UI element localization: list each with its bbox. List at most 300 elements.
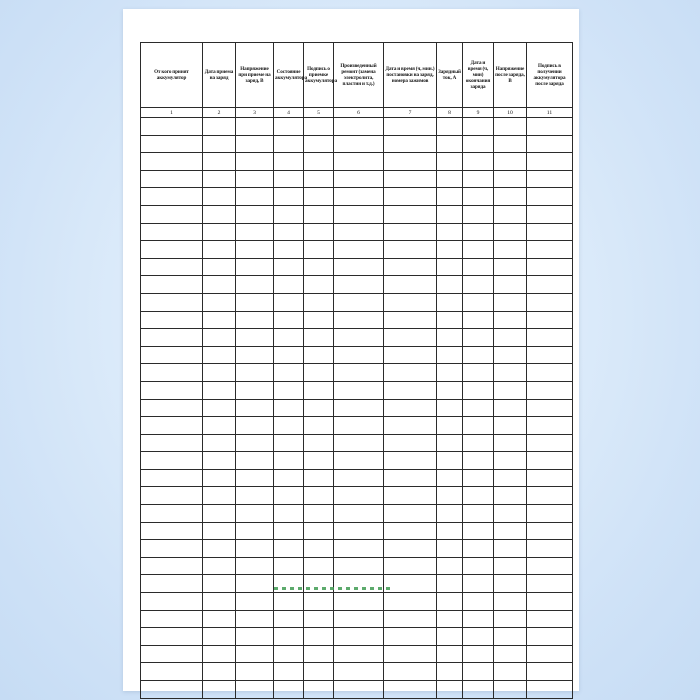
table-cell[interactable]	[494, 153, 527, 171]
table-cell[interactable]	[494, 399, 527, 417]
table-cell[interactable]	[203, 417, 236, 435]
table-cell[interactable]	[304, 628, 334, 646]
table-cell[interactable]	[384, 205, 437, 223]
table-cell[interactable]	[274, 276, 304, 294]
table-cell[interactable]	[437, 434, 463, 452]
table-cell[interactable]	[384, 434, 437, 452]
table-cell[interactable]	[141, 487, 203, 505]
table-cell[interactable]	[384, 505, 437, 523]
table-cell[interactable]	[494, 293, 527, 311]
table-cell[interactable]	[494, 522, 527, 540]
table-cell[interactable]	[304, 557, 334, 575]
table-cell[interactable]	[304, 241, 334, 259]
table-cell[interactable]	[236, 663, 274, 681]
table-cell[interactable]	[463, 364, 494, 382]
table-cell[interactable]	[274, 153, 304, 171]
table-cell[interactable]	[236, 434, 274, 452]
table-cell[interactable]	[141, 522, 203, 540]
table-cell[interactable]	[274, 469, 304, 487]
table-cell[interactable]	[334, 487, 384, 505]
table-cell[interactable]	[203, 205, 236, 223]
table-cell[interactable]	[494, 681, 527, 699]
table-cell[interactable]	[141, 575, 203, 593]
table-cell[interactable]	[437, 593, 463, 611]
table-cell[interactable]	[203, 311, 236, 329]
table-cell[interactable]	[463, 153, 494, 171]
table-cell[interactable]	[274, 610, 304, 628]
table-cell[interactable]	[141, 434, 203, 452]
table-cell[interactable]	[304, 399, 334, 417]
table-cell[interactable]	[437, 205, 463, 223]
table-cell[interactable]	[334, 135, 384, 153]
table-cell[interactable]	[141, 293, 203, 311]
table-cell[interactable]	[463, 399, 494, 417]
table-cell[interactable]	[527, 452, 573, 470]
table-cell[interactable]	[141, 663, 203, 681]
table-cell[interactable]	[463, 293, 494, 311]
table-cell[interactable]	[141, 170, 203, 188]
table-cell[interactable]	[463, 557, 494, 575]
table-cell[interactable]	[463, 311, 494, 329]
table-cell[interactable]	[274, 205, 304, 223]
table-cell[interactable]	[304, 153, 334, 171]
table-cell[interactable]	[236, 311, 274, 329]
table-cell[interactable]	[304, 135, 334, 153]
table-cell[interactable]	[274, 681, 304, 699]
table-cell[interactable]	[236, 628, 274, 646]
table-cell[interactable]	[494, 593, 527, 611]
table-cell[interactable]	[334, 505, 384, 523]
table-cell[interactable]	[527, 241, 573, 259]
table-cell[interactable]	[203, 153, 236, 171]
table-cell[interactable]	[334, 311, 384, 329]
table-cell[interactable]	[203, 610, 236, 628]
table-cell[interactable]	[463, 258, 494, 276]
table-cell[interactable]	[141, 681, 203, 699]
table-cell[interactable]	[527, 469, 573, 487]
table-cell[interactable]	[274, 258, 304, 276]
table-cell[interactable]	[527, 434, 573, 452]
table-cell[interactable]	[236, 293, 274, 311]
table-cell[interactable]	[274, 223, 304, 241]
table-cell[interactable]	[304, 188, 334, 206]
table-cell[interactable]	[437, 188, 463, 206]
table-cell[interactable]	[203, 329, 236, 347]
table-cell[interactable]	[334, 645, 384, 663]
table-cell[interactable]	[437, 663, 463, 681]
table-cell[interactable]	[384, 258, 437, 276]
table-cell[interactable]	[384, 223, 437, 241]
table-cell[interactable]	[334, 205, 384, 223]
table-cell[interactable]	[437, 153, 463, 171]
table-cell[interactable]	[384, 153, 437, 171]
table-cell[interactable]	[384, 593, 437, 611]
table-cell[interactable]	[527, 170, 573, 188]
table-cell[interactable]	[437, 540, 463, 558]
table-cell[interactable]	[274, 329, 304, 347]
table-cell[interactable]	[304, 258, 334, 276]
table-cell[interactable]	[463, 188, 494, 206]
table-cell[interactable]	[141, 153, 203, 171]
table-cell[interactable]	[463, 505, 494, 523]
table-cell[interactable]	[334, 293, 384, 311]
table-cell[interactable]	[463, 469, 494, 487]
table-cell[interactable]	[527, 293, 573, 311]
table-cell[interactable]	[384, 469, 437, 487]
table-cell[interactable]	[236, 153, 274, 171]
table-cell[interactable]	[304, 610, 334, 628]
table-cell[interactable]	[384, 417, 437, 435]
table-cell[interactable]	[494, 276, 527, 294]
table-cell[interactable]	[274, 364, 304, 382]
table-cell[interactable]	[494, 188, 527, 206]
table-cell[interactable]	[236, 381, 274, 399]
table-cell[interactable]	[141, 118, 203, 136]
table-cell[interactable]	[334, 170, 384, 188]
table-cell[interactable]	[203, 118, 236, 136]
table-cell[interactable]	[203, 170, 236, 188]
table-cell[interactable]	[274, 628, 304, 646]
table-cell[interactable]	[274, 188, 304, 206]
table-cell[interactable]	[527, 681, 573, 699]
table-cell[interactable]	[463, 663, 494, 681]
table-cell[interactable]	[494, 329, 527, 347]
table-cell[interactable]	[334, 188, 384, 206]
table-cell[interactable]	[384, 610, 437, 628]
table-cell[interactable]	[437, 681, 463, 699]
table-cell[interactable]	[494, 645, 527, 663]
table-cell[interactable]	[494, 575, 527, 593]
table-cell[interactable]	[203, 188, 236, 206]
table-cell[interactable]	[304, 205, 334, 223]
table-cell[interactable]	[437, 118, 463, 136]
table-cell[interactable]	[437, 258, 463, 276]
table-cell[interactable]	[203, 575, 236, 593]
table-cell[interactable]	[141, 223, 203, 241]
table-cell[interactable]	[203, 135, 236, 153]
table-cell[interactable]	[274, 417, 304, 435]
table-cell[interactable]	[463, 170, 494, 188]
table-cell[interactable]	[236, 610, 274, 628]
table-cell[interactable]	[437, 557, 463, 575]
table-cell[interactable]	[384, 540, 437, 558]
table-cell[interactable]	[274, 346, 304, 364]
table-cell[interactable]	[203, 258, 236, 276]
table-cell[interactable]	[494, 118, 527, 136]
table-cell[interactable]	[236, 399, 274, 417]
table-cell[interactable]	[384, 645, 437, 663]
table-cell[interactable]	[494, 135, 527, 153]
table-cell[interactable]	[141, 364, 203, 382]
table-cell[interactable]	[236, 364, 274, 382]
table-cell[interactable]	[463, 329, 494, 347]
table-cell[interactable]	[274, 311, 304, 329]
table-cell[interactable]	[527, 258, 573, 276]
table-cell[interactable]	[437, 399, 463, 417]
table-cell[interactable]	[236, 258, 274, 276]
table-cell[interactable]	[527, 557, 573, 575]
table-cell[interactable]	[141, 258, 203, 276]
table-cell[interactable]	[274, 505, 304, 523]
table-cell[interactable]	[236, 135, 274, 153]
table-cell[interactable]	[236, 223, 274, 241]
table-cell[interactable]	[334, 223, 384, 241]
table-cell[interactable]	[463, 681, 494, 699]
table-cell[interactable]	[304, 329, 334, 347]
table-cell[interactable]	[494, 469, 527, 487]
table-cell[interactable]	[274, 557, 304, 575]
table-cell[interactable]	[527, 364, 573, 382]
table-cell[interactable]	[334, 241, 384, 259]
table-cell[interactable]	[236, 205, 274, 223]
table-cell[interactable]	[141, 505, 203, 523]
table-cell[interactable]	[203, 540, 236, 558]
table-cell[interactable]	[494, 205, 527, 223]
table-cell[interactable]	[384, 329, 437, 347]
table-cell[interactable]	[203, 628, 236, 646]
table-cell[interactable]	[463, 575, 494, 593]
table-cell[interactable]	[203, 381, 236, 399]
table-cell[interactable]	[527, 118, 573, 136]
table-cell[interactable]	[527, 205, 573, 223]
table-cell[interactable]	[203, 505, 236, 523]
table-cell[interactable]	[494, 311, 527, 329]
table-cell[interactable]	[203, 593, 236, 611]
table-cell[interactable]	[334, 610, 384, 628]
table-cell[interactable]	[463, 346, 494, 364]
table-cell[interactable]	[494, 557, 527, 575]
table-cell[interactable]	[463, 381, 494, 399]
table-cell[interactable]	[494, 170, 527, 188]
table-cell[interactable]	[494, 610, 527, 628]
table-cell[interactable]	[236, 276, 274, 294]
table-cell[interactable]	[304, 293, 334, 311]
table-cell[interactable]	[384, 399, 437, 417]
table-cell[interactable]	[334, 417, 384, 435]
table-cell[interactable]	[203, 487, 236, 505]
table-cell[interactable]	[494, 663, 527, 681]
table-cell[interactable]	[304, 364, 334, 382]
table-cell[interactable]	[304, 381, 334, 399]
table-cell[interactable]	[274, 293, 304, 311]
table-cell[interactable]	[437, 452, 463, 470]
table-cell[interactable]	[203, 241, 236, 259]
table-cell[interactable]	[141, 346, 203, 364]
table-cell[interactable]	[494, 241, 527, 259]
table-cell[interactable]	[304, 487, 334, 505]
table-cell[interactable]	[304, 522, 334, 540]
table-cell[interactable]	[274, 663, 304, 681]
table-cell[interactable]	[527, 487, 573, 505]
table-cell[interactable]	[203, 557, 236, 575]
table-cell[interactable]	[463, 645, 494, 663]
table-cell[interactable]	[274, 452, 304, 470]
table-cell[interactable]	[463, 522, 494, 540]
table-cell[interactable]	[334, 469, 384, 487]
table-cell[interactable]	[384, 364, 437, 382]
table-cell[interactable]	[236, 557, 274, 575]
table-cell[interactable]	[141, 311, 203, 329]
table-cell[interactable]	[304, 346, 334, 364]
table-cell[interactable]	[334, 364, 384, 382]
table-cell[interactable]	[274, 381, 304, 399]
table-cell[interactable]	[203, 452, 236, 470]
table-cell[interactable]	[437, 505, 463, 523]
table-cell[interactable]	[304, 452, 334, 470]
table-cell[interactable]	[141, 610, 203, 628]
table-cell[interactable]	[384, 522, 437, 540]
table-cell[interactable]	[203, 276, 236, 294]
table-cell[interactable]	[304, 469, 334, 487]
table-cell[interactable]	[141, 329, 203, 347]
table-cell[interactable]	[527, 153, 573, 171]
table-cell[interactable]	[203, 346, 236, 364]
table-cell[interactable]	[384, 188, 437, 206]
table-cell[interactable]	[384, 663, 437, 681]
table-cell[interactable]	[463, 276, 494, 294]
table-cell[interactable]	[236, 522, 274, 540]
table-cell[interactable]	[236, 241, 274, 259]
table-cell[interactable]	[236, 417, 274, 435]
table-cell[interactable]	[334, 381, 384, 399]
table-cell[interactable]	[527, 188, 573, 206]
table-cell[interactable]	[274, 434, 304, 452]
table-cell[interactable]	[141, 469, 203, 487]
table-cell[interactable]	[334, 329, 384, 347]
table-cell[interactable]	[494, 487, 527, 505]
table-cell[interactable]	[437, 364, 463, 382]
table-cell[interactable]	[334, 593, 384, 611]
table-cell[interactable]	[141, 381, 203, 399]
table-cell[interactable]	[437, 417, 463, 435]
table-cell[interactable]	[141, 135, 203, 153]
table-cell[interactable]	[236, 452, 274, 470]
table-cell[interactable]	[527, 329, 573, 347]
table-cell[interactable]	[141, 188, 203, 206]
table-cell[interactable]	[384, 118, 437, 136]
table-cell[interactable]	[141, 557, 203, 575]
table-cell[interactable]	[236, 575, 274, 593]
table-cell[interactable]	[203, 681, 236, 699]
table-cell[interactable]	[494, 628, 527, 646]
table-cell[interactable]	[236, 188, 274, 206]
table-cell[interactable]	[384, 557, 437, 575]
table-cell[interactable]	[527, 610, 573, 628]
table-cell[interactable]	[203, 434, 236, 452]
table-cell[interactable]	[304, 417, 334, 435]
table-cell[interactable]	[274, 118, 304, 136]
table-cell[interactable]	[384, 381, 437, 399]
table-cell[interactable]	[334, 522, 384, 540]
table-cell[interactable]	[203, 522, 236, 540]
table-cell[interactable]	[527, 223, 573, 241]
table-cell[interactable]	[334, 276, 384, 294]
table-cell[interactable]	[437, 241, 463, 259]
table-cell[interactable]	[463, 452, 494, 470]
table-cell[interactable]	[141, 628, 203, 646]
table-cell[interactable]	[203, 223, 236, 241]
table-cell[interactable]	[304, 663, 334, 681]
table-cell[interactable]	[334, 153, 384, 171]
table-cell[interactable]	[463, 417, 494, 435]
table-cell[interactable]	[236, 346, 274, 364]
table-cell[interactable]	[527, 663, 573, 681]
table-cell[interactable]	[304, 223, 334, 241]
table-cell[interactable]	[334, 452, 384, 470]
table-cell[interactable]	[304, 593, 334, 611]
table-cell[interactable]	[527, 522, 573, 540]
table-cell[interactable]	[494, 346, 527, 364]
table-cell[interactable]	[384, 135, 437, 153]
table-cell[interactable]	[274, 399, 304, 417]
table-cell[interactable]	[527, 417, 573, 435]
table-cell[interactable]	[437, 223, 463, 241]
table-cell[interactable]	[463, 434, 494, 452]
table-cell[interactable]	[334, 557, 384, 575]
table-cell[interactable]	[334, 346, 384, 364]
table-cell[interactable]	[527, 505, 573, 523]
table-cell[interactable]	[437, 311, 463, 329]
table-cell[interactable]	[236, 681, 274, 699]
table-cell[interactable]	[274, 241, 304, 259]
table-cell[interactable]	[527, 628, 573, 646]
table-cell[interactable]	[527, 381, 573, 399]
table-cell[interactable]	[437, 329, 463, 347]
table-cell[interactable]	[463, 628, 494, 646]
table-cell[interactable]	[141, 417, 203, 435]
table-cell[interactable]	[304, 276, 334, 294]
table-cell[interactable]	[437, 487, 463, 505]
table-cell[interactable]	[437, 645, 463, 663]
table-cell[interactable]	[494, 505, 527, 523]
table-cell[interactable]	[527, 540, 573, 558]
table-cell[interactable]	[334, 118, 384, 136]
table-cell[interactable]	[463, 205, 494, 223]
table-cell[interactable]	[437, 135, 463, 153]
table-cell[interactable]	[384, 276, 437, 294]
table-cell[interactable]	[437, 293, 463, 311]
table-cell[interactable]	[334, 434, 384, 452]
table-cell[interactable]	[437, 276, 463, 294]
table-cell[interactable]	[274, 540, 304, 558]
table-cell[interactable]	[463, 223, 494, 241]
table-cell[interactable]	[236, 487, 274, 505]
table-cell[interactable]	[304, 540, 334, 558]
table-cell[interactable]	[437, 469, 463, 487]
table-cell[interactable]	[274, 593, 304, 611]
table-cell[interactable]	[304, 434, 334, 452]
table-cell[interactable]	[236, 593, 274, 611]
table-cell[interactable]	[274, 170, 304, 188]
table-cell[interactable]	[527, 399, 573, 417]
table-cell[interactable]	[203, 399, 236, 417]
table-cell[interactable]	[463, 135, 494, 153]
table-cell[interactable]	[494, 434, 527, 452]
table-cell[interactable]	[384, 311, 437, 329]
table-cell[interactable]	[236, 469, 274, 487]
table-cell[interactable]	[304, 170, 334, 188]
table-cell[interactable]	[384, 628, 437, 646]
table-cell[interactable]	[527, 645, 573, 663]
table-cell[interactable]	[304, 311, 334, 329]
table-cell[interactable]	[437, 610, 463, 628]
table-cell[interactable]	[334, 663, 384, 681]
table-cell[interactable]	[141, 241, 203, 259]
table-cell[interactable]	[527, 311, 573, 329]
table-cell[interactable]	[494, 452, 527, 470]
table-cell[interactable]	[304, 645, 334, 663]
table-cell[interactable]	[304, 505, 334, 523]
